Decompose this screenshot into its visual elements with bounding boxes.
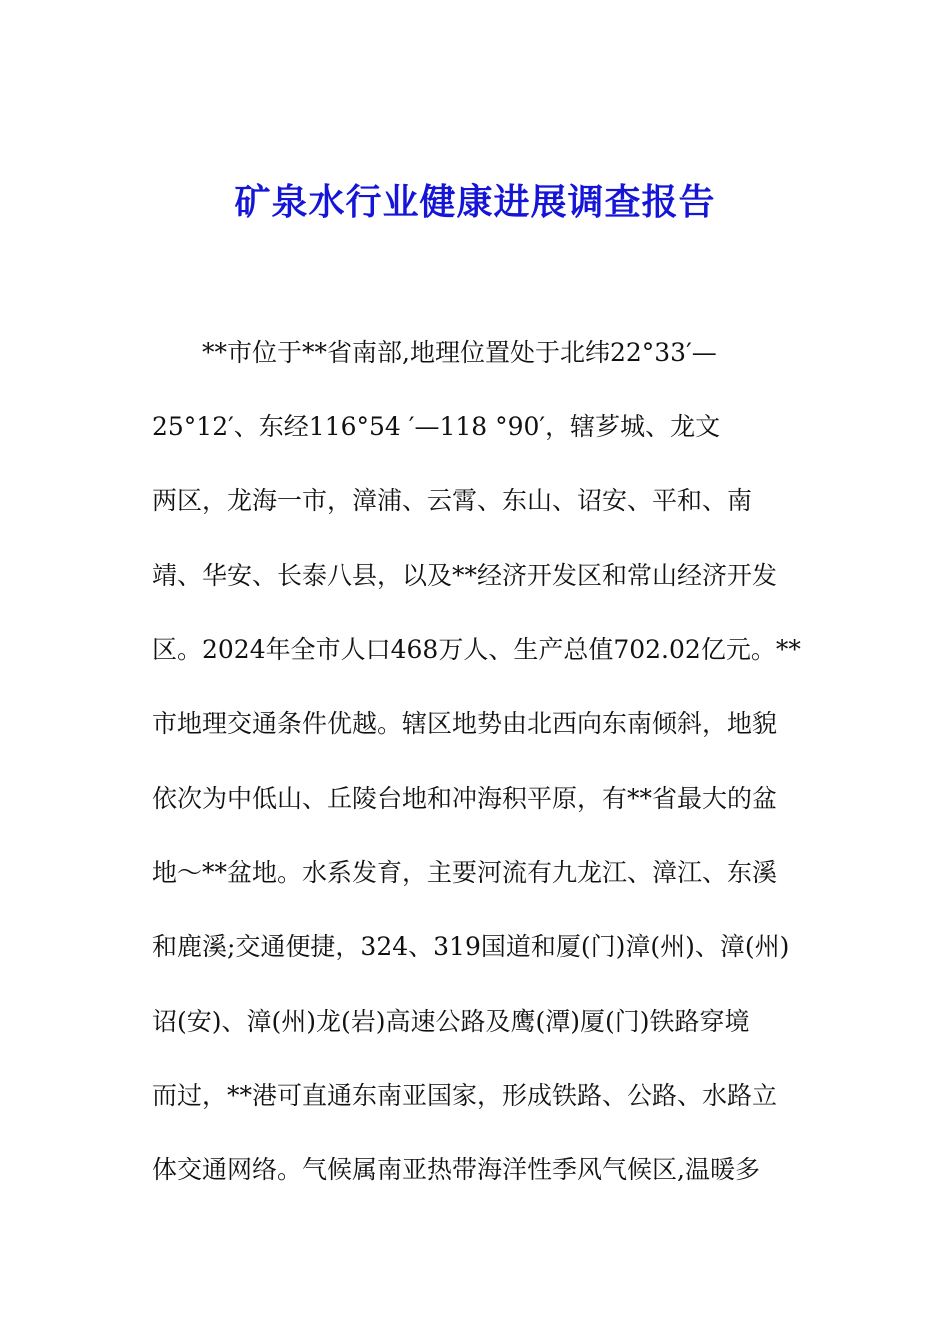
document-title: 矿泉水行业健康进展调查报告 (234, 182, 716, 223)
paragraph-line: 地～**盆地。水系发育，主要河流有九龙江、漳江、东溪 (152, 858, 778, 887)
paragraph-line: 两区，龙海一市，漳浦、云霄、东山、诏安、平和、南 (152, 486, 753, 515)
paragraph-line: **市位于**省南部,地理位置处于北纬22°33′— (202, 338, 717, 367)
paragraph-line: 和鹿溪;交通便捷，324、319国道和厦(门)漳(州)、漳(州) (152, 932, 790, 961)
paragraph-line: 区。2024年全市人口468万人、生产总值702.02亿元。** (152, 635, 801, 664)
paragraph-line: 依次为中低山、丘陵台地和冲海积平原，有**省最大的盆 (152, 784, 778, 813)
paragraph-line: 靖、华安、长泰八县，以及**经济开发区和常山经济开发 (152, 561, 778, 590)
paragraph-line: 诏(安)、漳(州)龙(岩)高速公路及鹰(潭)厦(门)铁路穿境 (152, 1007, 750, 1036)
paragraph-line: 体交通网络。气候属南亚热带海洋性季风气候区,温暖多 (152, 1155, 760, 1184)
paragraph-line: 而过，**港可直通东南亚国家，形成铁路、公路、水路立 (152, 1081, 778, 1110)
paragraph-line: 25°12′、东经116°54 ′—118 °90′，辖芗城、龙文 (152, 412, 721, 441)
paragraph-line: 市地理交通条件优越。辖区地势由北西向东南倾斜，地貌 (152, 709, 778, 738)
